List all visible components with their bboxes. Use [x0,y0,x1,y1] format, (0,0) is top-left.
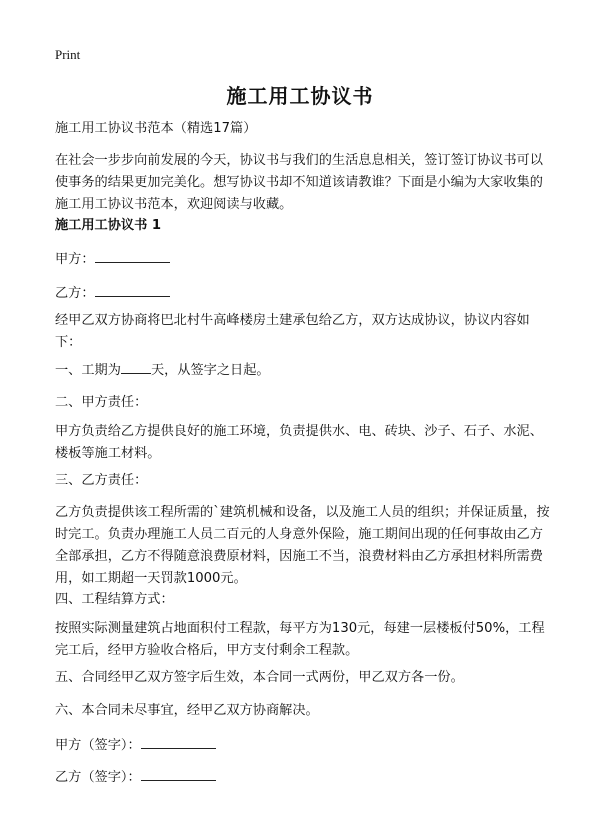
party-a-line [55,248,552,271]
item-4-title: 四、工程结算方式： [55,592,174,607]
sign-b-label: 乙方（签字）： [55,770,141,785]
agreement-intro: 经甲乙双方协商将巴北村牛高峰楼房土建承包给乙方，双方达成协议，协议内容如下： [55,313,530,350]
item-3-body: 乙方负责提供该工程所需的`建筑机械和设备，以及施工人员的组织；并保证质量，按时完工。负责办理施工人员二百元的人身意外保险，施工期间出现的任何事故由乙方全部承担，乙方不得随意浪费原材料，因施工不当，浪费材料由乙方承担材料所需费用，如工期超一天罚款1000元。 [55,505,550,586]
intro-paragraph: 在社会一步步向前发展的今天，协议书与我们的生活息息相关，签订签订协议书可以使事务的结果更加完美化。想写协议书却不知道该请教谁？下面是小编为大家收集的施工用工协议书范本，欢迎阅读与收藏。 [55,153,543,212]
document-title: 施工用工协议书 [226,84,374,108]
item-2-title: 二、甲方责任： [55,395,148,410]
party-b-label: 乙方： [55,286,95,301]
item-4-body: 按照实际测量建筑占地面积付工程款，每平方为130元，每建一层楼板付50%，工程完工后，经甲方验收合格后，甲方支付剩余工程款。 [55,621,545,658]
party-b-line [55,282,552,305]
item-1-suffix: 天，从签字之日起。 [150,363,270,378]
party-b-blank [95,282,170,297]
duration-blank [121,359,151,374]
sign-b-line [55,766,552,789]
sign-a-line [55,734,552,757]
item-5: 五、合同经甲乙双方签字后生效，本合同一式两份，甲乙双方各一份。 [55,670,464,685]
item-6: 六、本合同未尽事宜，经甲乙双方协商解决。 [55,703,319,718]
sign-b-blank [141,766,216,781]
sign-a-label: 甲方（签字）： [55,738,141,753]
item-1 [55,359,552,382]
document-subtitle: 施工用工协议书范本（精选17篇） [55,121,257,136]
print-link[interactable]: Print [55,47,81,62]
item-3-title: 三、乙方责任： [55,473,148,488]
sign-a-blank [141,734,216,749]
item-2-body: 甲方负责给乙方提供良好的施工环境，负责提供水、电、砖块、沙子、石子、水泥、楼板等施工材料。 [55,424,543,461]
section-title: 施工用工协议书 1 [55,218,162,233]
party-a-blank [95,248,170,263]
party-a-label: 甲方： [55,252,95,267]
item-1-prefix: 一、工期为 [55,363,121,378]
